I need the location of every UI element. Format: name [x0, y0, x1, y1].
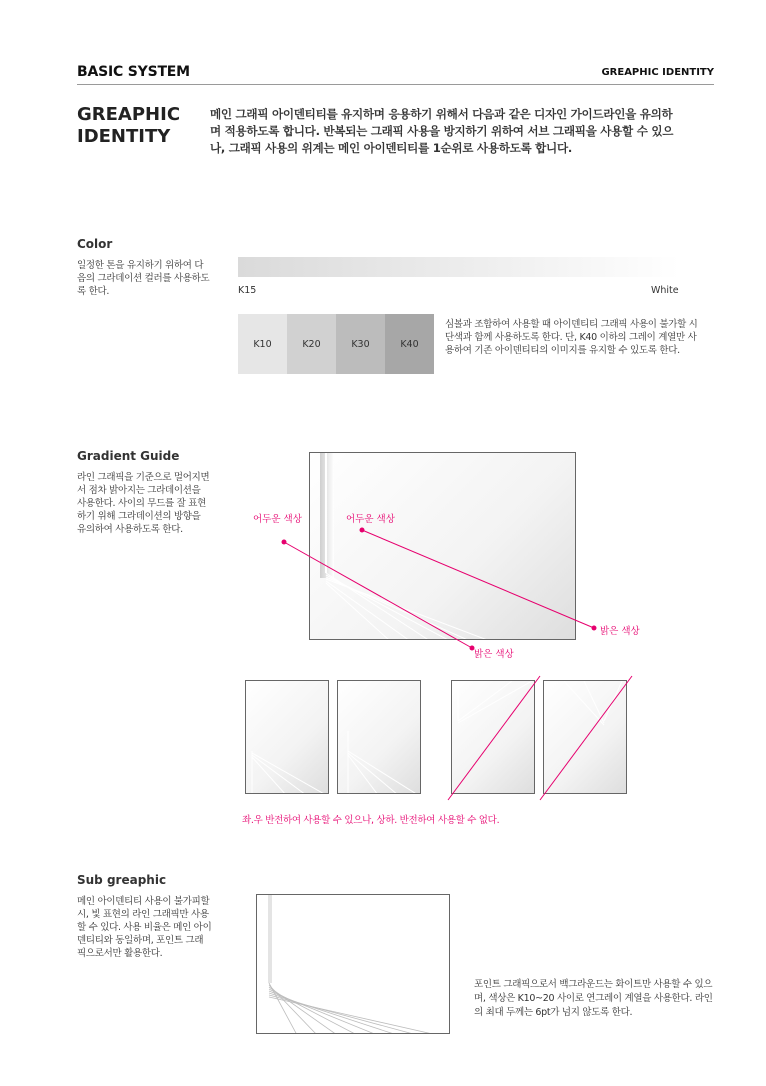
header-page-title: GREAPHIC IDENTITY — [601, 67, 714, 78]
gradient-end-label: White — [651, 285, 679, 296]
gradient-guide-title: Gradient Guide — [77, 449, 180, 463]
gradient-guide-desc: 라인 그래픽을 기준으로 멀어지면서 점차 밝아지는 그라데이션을 사용한다. 사이의 무드를 잘 표현하기 위해 그라데이션의 방향을 유의하여 사용하도록 한다. — [77, 472, 210, 535]
header-section-title: BASIC SYSTEM — [77, 64, 190, 80]
light-color-label-2: 밝은 색상 — [600, 626, 640, 637]
dark-color-label-2: 어두운 색상 — [346, 514, 395, 525]
gradient-start-label: K15 — [238, 285, 257, 296]
dark-color-label-1: 어두운 색상 — [253, 514, 302, 525]
page-title-line-2: IDENTITY — [77, 126, 171, 147]
sub-graphic-desc: 메인 아이덴티티 사용이 불가피할 시, 빛 표현의 라인 그래픽만 사용할 수 있다. 사용 비율은 메인 아이덴티티와 동일하며, 포인트 그래픽으로서만 활용한다. — [77, 896, 212, 959]
thumbnail-original — [245, 680, 329, 794]
color-section-desc: 일정한 톤을 유지하기 위하여 다음의 그라데이션 컬러를 사용하도록 한다. — [77, 260, 210, 297]
page-title-line-1: GREAPHIC — [77, 104, 181, 125]
monochrome-usage-desc: 심볼과 조합하여 사용할 때 아이덴티티 그래픽 사용이 불가할 시 단색과 함께 사용하도록 한다. 단, K40 이하의 그레이 계열만 사용하여 기존 아이덴티티의 이미지를 유지할 수 있도록 한다. — [445, 319, 698, 356]
sub-graphic-title: Sub greaphic — [77, 873, 167, 887]
sub-graphic-note: 포인트 그래픽으로서 백그라운드는 화이트만 사용할 수 있으며, 색상은 K10~20 사이로 연그레이 계열을 사용한다. 라인의 최대 두께는 6pt가 넘지 않도록 한다. — [474, 979, 713, 1018]
light-color-label-1: 밝은 색상 — [474, 649, 514, 660]
swatch-label: K20 — [302, 338, 321, 350]
sub-graphic-figure — [256, 894, 450, 1034]
thumbnail-flipped-horizontal — [337, 680, 421, 794]
swatch-label: K30 — [351, 338, 370, 350]
sub-graphic-lines — [257, 895, 450, 1034]
swatch-label: K40 — [400, 338, 419, 350]
color-section-title: Color — [77, 237, 113, 251]
flip-rule-caption: 좌.우 반전하여 사용할 수 있으나, 상하. 반전하여 사용할 수 없다. — [242, 815, 500, 826]
not-allowed-strike-lines — [440, 672, 640, 802]
intro-text: 메인 그래픽 아이덴티티를 유지하며 응용하기 위해서 다음과 같은 디자인 가이드라인을 유의하며 적용하도록 합니다. 반복되는 그래픽 사용을 방지하기 위하여 서브 그래픽을 사용할 수 있으나, 그래픽 사용의 위계는 메인 아이덴티티를 1순위로 사용하도록 합니다. — [210, 107, 674, 155]
swatch-label: K10 — [253, 338, 272, 350]
